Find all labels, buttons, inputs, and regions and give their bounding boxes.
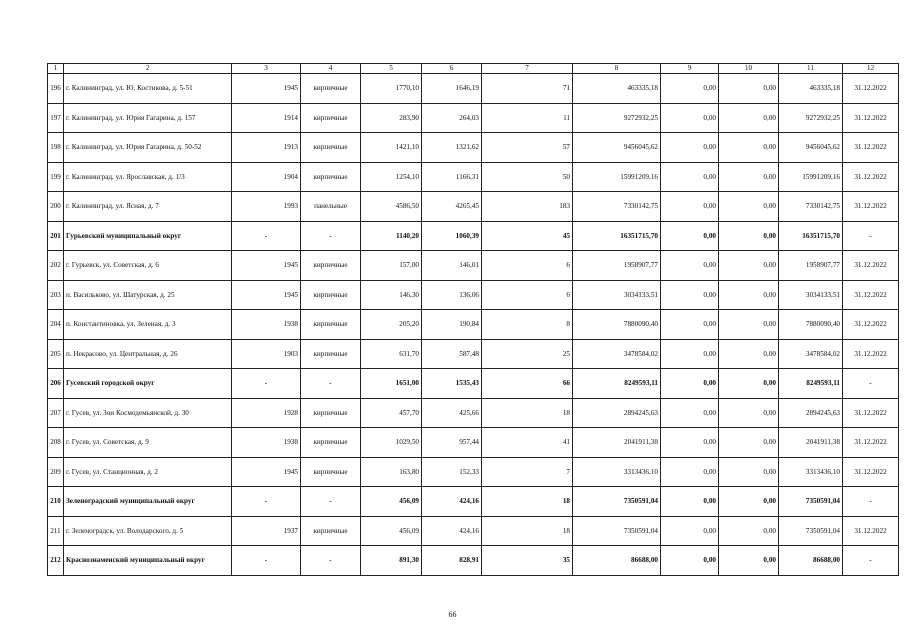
fund-b-cell: 0,00	[719, 74, 779, 104]
deadline-cell: 31.12.2022	[843, 457, 899, 487]
regional-fund-cell: 1958907,77	[779, 251, 843, 281]
table-body	[48, 74, 899, 576]
column-header-5: 5	[361, 64, 422, 74]
regional-fund-cell: 7350591,04	[779, 516, 843, 546]
table-row	[48, 192, 899, 222]
column-header-12: 12	[843, 64, 899, 74]
cost-total-cell: 15991209,16	[573, 162, 661, 192]
deadline-cell: -	[843, 369, 899, 399]
total-area-cell: 891,30	[361, 546, 422, 576]
row-number: 208	[48, 428, 64, 458]
wall-material-cell: кирпичные	[301, 162, 361, 192]
address-cell: г. Калининград, ул. Юрия Гагарина, д. 157	[64, 103, 232, 133]
district-subtotal-row	[48, 369, 899, 399]
year-cell: -	[232, 546, 301, 576]
wall-material-cell: -	[301, 221, 361, 251]
residents-cell: 25	[482, 339, 573, 369]
fund-a-cell: 0,00	[661, 546, 719, 576]
address-cell: Гурьевский муниципальный округ	[64, 221, 232, 251]
total-area-cell: 205,20	[361, 310, 422, 340]
row-number: 206	[48, 369, 64, 399]
row-number: 212	[48, 546, 64, 576]
wall-material-cell: -	[301, 369, 361, 399]
address-cell: Зеленоградский муниципальный округ	[64, 487, 232, 517]
address-cell: Гусевский городской округ	[64, 369, 232, 399]
fund-a-cell: 0,00	[661, 310, 719, 340]
address-cell: г. Калининград, ул. Юрия Гагарина, д. 50-52	[64, 133, 232, 163]
deadline-cell: -	[843, 221, 899, 251]
fund-b-cell: 0,00	[719, 398, 779, 428]
column-header-7: 7	[482, 64, 573, 74]
table-row	[48, 162, 899, 192]
column-header-3: 3	[232, 64, 301, 74]
wall-material-cell: кирпичные	[301, 516, 361, 546]
residents-cell: 11	[482, 103, 573, 133]
cost-total-cell: 3034133,51	[573, 280, 661, 310]
column-header-1: 1	[48, 64, 64, 74]
cost-total-cell: 8249593,11	[573, 369, 661, 399]
table-row	[48, 251, 899, 281]
address-cell: п. Некрасово, ул. Центральная, д. 26	[64, 339, 232, 369]
cost-total-cell: 463335,18	[573, 74, 661, 104]
year-cell: 1937	[232, 516, 301, 546]
cost-total-cell: 7880090,40	[573, 310, 661, 340]
row-number: 196	[48, 74, 64, 104]
address-cell: г. Зеленоградск, ул. Володарского, д. 5	[64, 516, 232, 546]
table-row	[48, 133, 899, 163]
deadline-cell: -	[843, 546, 899, 576]
residents-cell: 183	[482, 192, 573, 222]
residents-cell: 18	[482, 487, 573, 517]
wall-material-cell: кирпичные	[301, 310, 361, 340]
table-row	[48, 457, 899, 487]
residents-cell: 41	[482, 428, 573, 458]
year-cell: 1945	[232, 74, 301, 104]
table-row	[48, 280, 899, 310]
row-number: 205	[48, 339, 64, 369]
living-area-cell: 957,44	[422, 428, 482, 458]
table-row	[48, 103, 899, 133]
total-area-cell: 456,09	[361, 487, 422, 517]
fund-a-cell: 0,00	[661, 369, 719, 399]
residents-cell: 50	[482, 162, 573, 192]
regional-fund-cell: 15991209,16	[779, 162, 843, 192]
regional-fund-cell: 9272932,25	[779, 103, 843, 133]
year-cell: -	[232, 221, 301, 251]
deadline-cell: 31.12.2022	[843, 251, 899, 281]
residents-cell: 71	[482, 74, 573, 104]
address-cell: г. Гусев, ул. Станционная, д. 2	[64, 457, 232, 487]
deadline-cell: 31.12.2022	[843, 280, 899, 310]
fund-b-cell: 0,00	[719, 192, 779, 222]
fund-b-cell: 0,00	[719, 457, 779, 487]
year-cell: 1945	[232, 251, 301, 281]
fund-a-cell: 0,00	[661, 162, 719, 192]
fund-b-cell: 0,00	[719, 487, 779, 517]
row-number: 199	[48, 162, 64, 192]
row-number: 204	[48, 310, 64, 340]
address-cell: г. Гусев, ул. Зои Космодемьянской, д. 30	[64, 398, 232, 428]
year-cell: 1945	[232, 280, 301, 310]
district-subtotal-row	[48, 221, 899, 251]
living-area-cell: 190,84	[422, 310, 482, 340]
residents-cell: 6	[482, 251, 573, 281]
district-subtotal-row	[48, 487, 899, 517]
cost-total-cell: 2894245,63	[573, 398, 661, 428]
residents-cell: 18	[482, 516, 573, 546]
deadline-cell: 31.12.2022	[843, 310, 899, 340]
cost-total-cell: 7350591,04	[573, 516, 661, 546]
table-row	[48, 310, 899, 340]
fund-a-cell: 0,00	[661, 103, 719, 133]
living-area-cell: 136,06	[422, 280, 482, 310]
fund-b-cell: 0,00	[719, 133, 779, 163]
wall-material-cell: кирпичные	[301, 133, 361, 163]
page-number: 66	[448, 610, 457, 619]
wall-material-cell: кирпичные	[301, 103, 361, 133]
regional-fund-cell: 16351715,70	[779, 221, 843, 251]
row-number: 209	[48, 457, 64, 487]
wall-material-cell: кирпичные	[301, 339, 361, 369]
cost-total-cell: 1958907,77	[573, 251, 661, 281]
regional-fund-cell: 2894245,63	[779, 398, 843, 428]
wall-material-cell: кирпичные	[301, 398, 361, 428]
column-number-row	[48, 64, 899, 74]
residents-cell: 45	[482, 221, 573, 251]
row-number: 197	[48, 103, 64, 133]
cost-total-cell: 3478584,02	[573, 339, 661, 369]
total-area-cell: 146,30	[361, 280, 422, 310]
year-cell: 1914	[232, 103, 301, 133]
fund-b-cell: 0,00	[719, 428, 779, 458]
column-header-9: 9	[661, 64, 719, 74]
total-area-cell: 157,00	[361, 251, 422, 281]
living-area-cell: 1535,43	[422, 369, 482, 399]
fund-b-cell: 0,00	[719, 546, 779, 576]
year-cell: 1928	[232, 398, 301, 428]
fund-a-cell: 0,00	[661, 280, 719, 310]
living-area-cell: 1166,31	[422, 162, 482, 192]
row-number: 203	[48, 280, 64, 310]
residents-cell: 7	[482, 457, 573, 487]
year-cell: 1903	[232, 339, 301, 369]
year-cell: 1913	[232, 133, 301, 163]
cost-total-cell: 16351715,70	[573, 221, 661, 251]
address-cell: г. Гусев, ул. Советская, д. 9	[64, 428, 232, 458]
wall-material-cell: -	[301, 487, 361, 517]
address-cell: г. Гурьевск, ул. Советская, д. 6	[64, 251, 232, 281]
deadline-cell: 31.12.2022	[843, 398, 899, 428]
regional-fund-cell: 463335,18	[779, 74, 843, 104]
regional-fund-cell: 86688,00	[779, 546, 843, 576]
residents-cell: 35	[482, 546, 573, 576]
table-row	[48, 398, 899, 428]
row-number: 201	[48, 221, 64, 251]
living-area-cell: 828,91	[422, 546, 482, 576]
address-cell: г. Калининград, ул. Ярославская, д. 1/3	[64, 162, 232, 192]
fund-b-cell: 0,00	[719, 280, 779, 310]
total-area-cell: 283,90	[361, 103, 422, 133]
table-row	[48, 74, 899, 104]
total-area-cell: 1421,10	[361, 133, 422, 163]
fund-a-cell: 0,00	[661, 398, 719, 428]
fund-b-cell: 0,00	[719, 251, 779, 281]
total-area-cell: 1140,20	[361, 221, 422, 251]
fund-a-cell: 0,00	[661, 133, 719, 163]
living-area-cell: 425,66	[422, 398, 482, 428]
wall-material-cell: кирпичные	[301, 74, 361, 104]
regional-fund-cell: 9456045,62	[779, 133, 843, 163]
wall-material-cell: кирпичные	[301, 251, 361, 281]
cost-total-cell: 9272932,25	[573, 103, 661, 133]
column-header-10: 10	[719, 64, 779, 74]
residents-cell: 8	[482, 310, 573, 340]
wall-material-cell: кирпичные	[301, 428, 361, 458]
year-cell: 1945	[232, 457, 301, 487]
column-header-11: 11	[779, 64, 843, 74]
row-number: 207	[48, 398, 64, 428]
table-row	[48, 516, 899, 546]
deadline-cell: 31.12.2022	[843, 428, 899, 458]
fund-a-cell: 0,00	[661, 428, 719, 458]
address-cell: Краснознаменский муниципальный округ	[64, 546, 232, 576]
living-area-cell: 146,01	[422, 251, 482, 281]
regional-fund-cell: 3034133,51	[779, 280, 843, 310]
housing-table	[47, 63, 899, 576]
living-area-cell: 4265,45	[422, 192, 482, 222]
table-row	[48, 339, 899, 369]
column-header-2: 2	[64, 64, 232, 74]
district-subtotal-row	[48, 546, 899, 576]
total-area-cell: 456,09	[361, 516, 422, 546]
living-area-cell: 587,48	[422, 339, 482, 369]
cost-total-cell: 2041911,38	[573, 428, 661, 458]
fund-a-cell: 0,00	[661, 251, 719, 281]
cost-total-cell: 3313436,10	[573, 457, 661, 487]
row-number: 198	[48, 133, 64, 163]
deadline-cell: 31.12.2022	[843, 162, 899, 192]
total-area-cell: 4586,50	[361, 192, 422, 222]
regional-fund-cell: 3478584,02	[779, 339, 843, 369]
wall-material-cell: кирпичные	[301, 280, 361, 310]
year-cell: 1904	[232, 162, 301, 192]
fund-a-cell: 0,00	[661, 487, 719, 517]
fund-b-cell: 0,00	[719, 310, 779, 340]
row-number: 211	[48, 516, 64, 546]
deadline-cell: 31.12.2022	[843, 103, 899, 133]
fund-a-cell: 0,00	[661, 74, 719, 104]
address-cell: п. Васильково, ул. Шатурская, д. 25	[64, 280, 232, 310]
total-area-cell: 457,70	[361, 398, 422, 428]
row-number: 200	[48, 192, 64, 222]
regional-fund-cell: 3313436,10	[779, 457, 843, 487]
regional-fund-cell: 7350591,04	[779, 487, 843, 517]
wall-material-cell: панельные	[301, 192, 361, 222]
deadline-cell: 31.12.2022	[843, 339, 899, 369]
living-area-cell: 424,16	[422, 487, 482, 517]
living-area-cell: 152,33	[422, 457, 482, 487]
cost-total-cell: 86688,00	[573, 546, 661, 576]
year-cell: 1938	[232, 428, 301, 458]
fund-b-cell: 0,00	[719, 103, 779, 133]
deadline-cell: 31.12.2022	[843, 192, 899, 222]
fund-a-cell: 0,00	[661, 516, 719, 546]
residents-cell: 66	[482, 369, 573, 399]
living-area-cell: 1060,39	[422, 221, 482, 251]
fund-b-cell: 0,00	[719, 516, 779, 546]
fund-a-cell: 0,00	[661, 339, 719, 369]
year-cell: -	[232, 369, 301, 399]
total-area-cell: 1770,10	[361, 74, 422, 104]
fund-a-cell: 0,00	[661, 221, 719, 251]
residents-cell: 18	[482, 398, 573, 428]
fund-a-cell: 0,00	[661, 457, 719, 487]
wall-material-cell: кирпичные	[301, 457, 361, 487]
fund-b-cell: 0,00	[719, 221, 779, 251]
year-cell: 1938	[232, 310, 301, 340]
fund-b-cell: 0,00	[719, 339, 779, 369]
cost-total-cell: 7330142,75	[573, 192, 661, 222]
total-area-cell: 1029,50	[361, 428, 422, 458]
regional-fund-cell: 8249593,11	[779, 369, 843, 399]
total-area-cell: 1651,00	[361, 369, 422, 399]
total-area-cell: 1254,10	[361, 162, 422, 192]
residents-cell: 6	[482, 280, 573, 310]
deadline-cell: 31.12.2022	[843, 516, 899, 546]
living-area-cell: 1646,19	[422, 74, 482, 104]
fund-a-cell: 0,00	[661, 192, 719, 222]
regional-fund-cell: 7880090,40	[779, 310, 843, 340]
table-row	[48, 428, 899, 458]
cost-total-cell: 9456045,62	[573, 133, 661, 163]
total-area-cell: 631,70	[361, 339, 422, 369]
column-header-6: 6	[422, 64, 482, 74]
regional-fund-cell: 7330142,75	[779, 192, 843, 222]
year-cell: -	[232, 487, 301, 517]
fund-b-cell: 0,00	[719, 162, 779, 192]
deadline-cell: 31.12.2022	[843, 74, 899, 104]
year-cell: 1993	[232, 192, 301, 222]
fund-b-cell: 0,00	[719, 369, 779, 399]
residents-cell: 57	[482, 133, 573, 163]
column-header-8: 8	[573, 64, 661, 74]
address-cell: г. Калининград, ул. Ю. Костикова, д. 5-51	[64, 74, 232, 104]
living-area-cell: 264,03	[422, 103, 482, 133]
regional-fund-cell: 2041911,38	[779, 428, 843, 458]
total-area-cell: 163,80	[361, 457, 422, 487]
deadline-cell: -	[843, 487, 899, 517]
deadline-cell: 31.12.2022	[843, 133, 899, 163]
row-number: 202	[48, 251, 64, 281]
address-cell: п. Константиновка, ул. Зеленая, д. 3	[64, 310, 232, 340]
address-cell: г. Калининград, ул. Ясная, д. 7	[64, 192, 232, 222]
cost-total-cell: 7350591,04	[573, 487, 661, 517]
column-header-4: 4	[301, 64, 361, 74]
living-area-cell: 424,16	[422, 516, 482, 546]
row-number: 210	[48, 487, 64, 517]
wall-material-cell: -	[301, 546, 361, 576]
living-area-cell: 1321,62	[422, 133, 482, 163]
